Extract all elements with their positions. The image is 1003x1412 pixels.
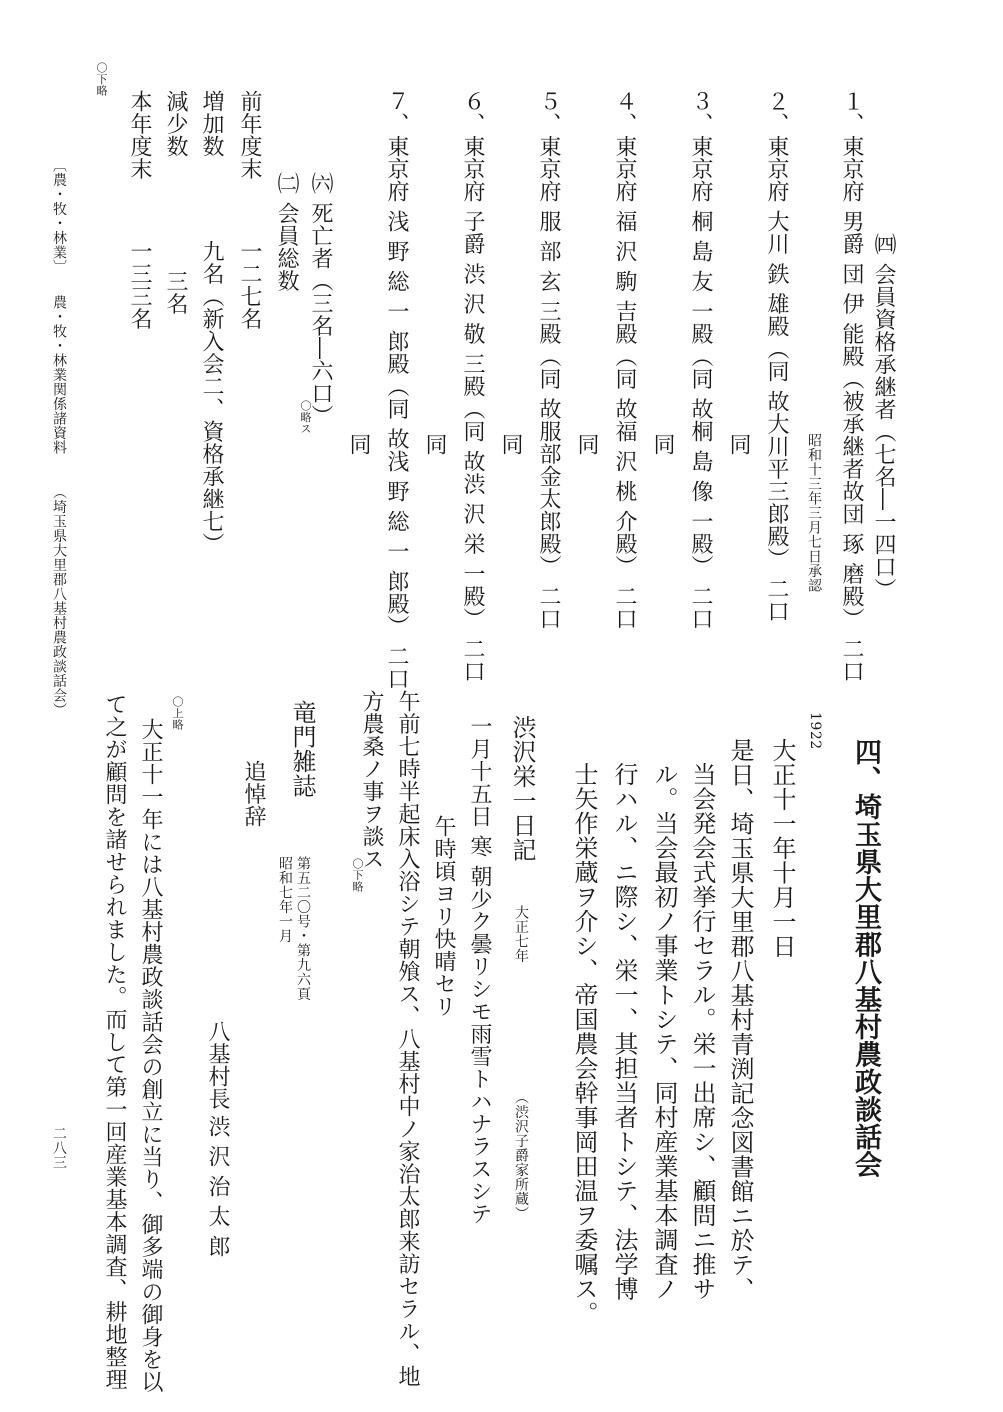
running-title-bracket: 〔農・牧・林業〕 <box>51 158 67 274</box>
stat-current-label: 本年度末 <box>127 90 152 180</box>
diary-line-1b: 午時頃ヨリ快晴セリ <box>431 815 456 1018</box>
paragraph-line-5: 士矢作栄蔵ヲ介シ、帝国農会幹事岡田温ヲ委嘱ス。 <box>570 762 598 1326</box>
stat-prev-value: 一二七名 <box>237 240 262 330</box>
member-entry-6: ６、東京府 子爵 渋 沢 敬 三殿（同 故渋 沢 栄 一殿） 二口 <box>460 90 485 683</box>
member-entry-1-note: 昭和十三年三月七日承認 <box>806 433 822 593</box>
diary-line-3: 方農桑ノ事ヲ談ス <box>359 690 384 870</box>
member-entry-7-ditto: 同 <box>346 433 371 456</box>
stat-increase-value: 九名（新入会二、資格承継七） <box>199 240 224 555</box>
chapter-heading: 四、埼玉県大里郡八基村農政談話会 <box>850 738 881 1178</box>
diary-omitted-note: 〇下略 <box>351 858 364 893</box>
stat-decrease-value: 三名 <box>163 270 188 315</box>
eulogy-text-line-1: 大正十一年には八基村農政談話会の創立に当り、御多端の御身を以 <box>138 718 163 1393</box>
member-entry-3-ditto: 同 <box>650 433 675 456</box>
paragraph-line-3: ル。当会最初ノ事業トシテ、同村産業基本調査ノ <box>650 762 678 1301</box>
member-entry-3: ３、東京府 桐 島 友 一殿（同 故桐 島 像 一殿） 二口 <box>688 90 713 630</box>
source-magazine-ref: 第五二〇号・第九六頁 <box>295 856 311 1001</box>
diary-line-1: 一月十五日 寒 朝少ク曇リシモ雨雪トハナラスシテ <box>467 715 492 1225</box>
running-title-paren: （埼玉県大里郡八基村農政談話会） <box>51 485 67 717</box>
year-note: 1922 <box>807 712 823 750</box>
member-entry-2: ２、東京府 大川 鉄 雄殿（同 故大川平三郎殿） 二口 <box>764 90 789 623</box>
page-number: 二八三 <box>51 1126 67 1170</box>
member-entry-5: ５、東京府 服 部 玄 三殿（同 故服部金太郎殿） 二口 <box>536 90 561 630</box>
source-magazine-title: 竜門雑誌 <box>288 700 316 798</box>
eulogy-heading: 追悼辞 <box>241 760 266 828</box>
stat-increase-label: 増加数 <box>199 90 224 158</box>
section-heading-deceased: ㈥ 死亡者（三名―六口） <box>308 172 333 427</box>
stat-current-value: 一三三名 <box>127 240 152 330</box>
section-heading-successors: ㈣ 会員資格承継者（七名―一四口） <box>871 233 896 601</box>
stat-decrease-label: 減少数 <box>163 90 188 158</box>
member-entry-4: ４、東京府 福 沢 駒 吉殿（同 故福 沢 桃 介殿） 二口 <box>612 90 637 630</box>
source-magazine-date: 昭和七年一月 <box>277 856 293 943</box>
diary-line-2: 午前七時半起床入浴シテ朝飧ス、八基村中ノ家治太郎来訪セラル、地 <box>395 690 420 1388</box>
signer-name: 渋沢治太郎 <box>205 1115 230 1265</box>
section-heading-total: ㈡ 会員総数 <box>274 172 299 292</box>
member-entry-2-ditto: 同 <box>726 433 751 456</box>
eulogy-text-line-2: て之が顧問を諸せられました。而して第一回産業基本調査、耕地整理 <box>102 693 127 1391</box>
paragraph-line-4: 行ハル、ニ際シ、栄一、其担当者トシテ、法学博 <box>610 762 638 1301</box>
deceased-omitted-note: 〇略ス <box>299 400 312 435</box>
above-omitted-note: 〇上略 <box>171 696 184 731</box>
member-entry-7: ７、東京府 浅 野 総 一 郎殿（同 故浅 野 総 一 郎殿） 二口 <box>384 90 409 690</box>
source-diary-title: 渋沢栄一日記 <box>508 715 536 862</box>
stat-prev-label: 前年度末 <box>237 90 262 180</box>
signer-title: 八基村長 <box>205 1020 230 1110</box>
member-entry-5-ditto: 同 <box>498 433 523 456</box>
paragraph-line-2: 当会発会式挙行セラル。栄一出席シ、顧問ニ推サ <box>688 762 716 1301</box>
top-omitted-note: 〇下略 <box>95 62 108 97</box>
running-title: 農・牧・林業関係諸資料 <box>51 295 67 455</box>
member-entry-1: １、東京府 男爵 団 伊 能殿（被承継者故団 琢 磨殿） 二口 <box>839 90 864 683</box>
member-entry-6-ditto: 同 <box>422 433 447 456</box>
entry-date: 大正十一年十月一日 <box>768 738 796 959</box>
member-entry-4-ditto: 同 <box>574 433 599 456</box>
source-diary-holder: （渋沢子爵家所蔵） <box>513 1090 529 1221</box>
source-diary-year: 大正七年 <box>513 905 529 963</box>
paragraph-line-1: 是日、埼玉県大里郡八基村青渕記念図書館ニ於テ、 <box>726 738 754 1302</box>
